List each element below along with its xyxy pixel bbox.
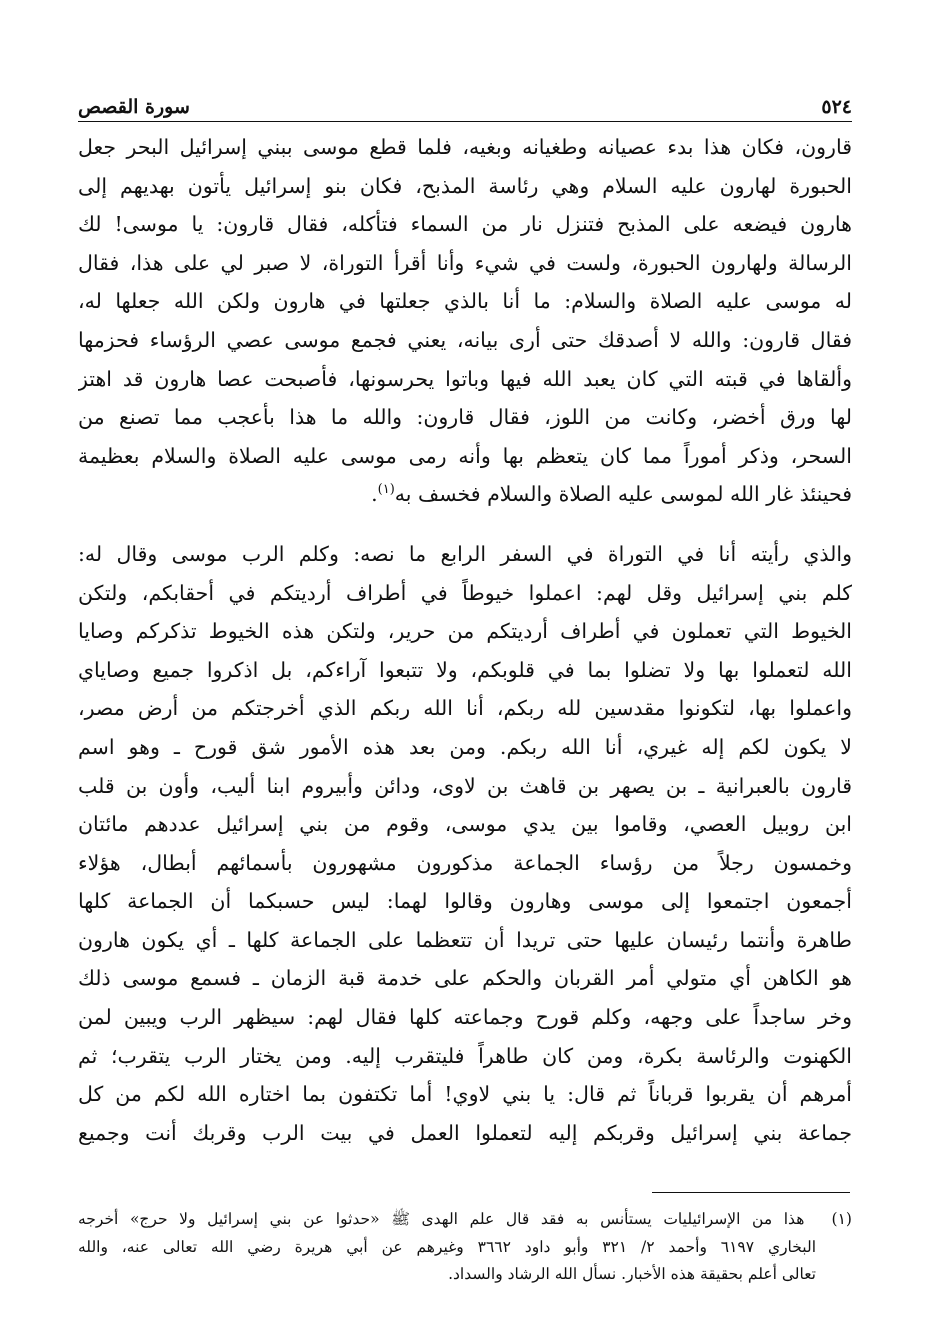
text-line: كلم بني إسرائيل وقل لهم: اعملوا خيوطاً في أطراف أرديتكم في أحقابكم، ولتكن	[78, 580, 852, 605]
text-line: الكهنوت والرئاسة بكرة، ومن كان طاهراً فليتقرب إليه. ومن يختار الرب يتقرب؛ ثم	[78, 1043, 852, 1068]
text-line: فقال قارون: والله لا أصدقك حتى أرى بيانه، يعني فجمع موسى عصي الرؤساء فحزمها	[78, 327, 852, 352]
paragraph-gap	[78, 514, 852, 535]
text-line: واعملوا بها، لتكونوا مقدسين لله ربكم، أنا الله ربكم الذي أخرجتكم من أرض مصر،	[78, 696, 852, 721]
text-line: أمرهم أن يقربوا قرباناً ثم قال: يا بني لاوي! أما تكتفون بما اختاره الله لكم من كل	[78, 1082, 852, 1107]
text-line: قارون، فكان هذا بدء عصيانه وطغيانه وبغيه، فلما قطع موسى ببني إسرائيل البحر جعل	[78, 135, 852, 159]
footnote-divider	[652, 1192, 850, 1193]
sentence-end: .	[371, 482, 378, 507]
text-line: وخمسون رجلاً من رؤساء الجماعة مذكورون مشهورون بأسمائهم أبطال، هؤلاء	[78, 850, 852, 875]
text-line: قارون بالعبرانية ـ بن يصهر بن قاهث بن لاوى، ودائن وأبيروم ابنا أليب، وأون بن قلب	[78, 773, 852, 798]
text-line: لا يكون لكم إله غيري، أنا الله ربكم. ومن بعد هذه الأمور شق قورح ـ وهو اسم	[78, 734, 852, 759]
text-line: وألقاها في قبته التي كان يعبد الله فيها وباتوا يحرسونها، فأصبحت عصا هارون قد اهتز	[78, 366, 852, 391]
text-line: لها ورق أخضر، وكانت من اللوز، فقال قارون: والله ما هذا بأعجب مما تصنع من	[78, 405, 852, 430]
footnote-line: تعالى أعلم بحقيقة هذه الأخبار. نسأل الله الرشاد والسداد.	[448, 1265, 816, 1283]
footnote-number: (١)	[831, 1210, 852, 1228]
text-line: ابن روبيل العصي، وقاموا بين يدي موسى، وقوم من بني إسرائيل عددهم مائتان	[78, 812, 852, 837]
page-header	[78, 84, 852, 118]
text-line: هارون فيضعه على المذبح فتنزل نار من السماء فتأكله، فقال قارون: يا موسى! لك	[78, 212, 852, 237]
main-text	[78, 128, 852, 1152]
text-line: أجمعون اجتمعوا إلى موسى وهارون وقالوا لهما: ليس حسبكما أن الجماعة كلها	[78, 889, 852, 914]
text-line: جماعة بني إسرائيل وقربكم إليه لتعملوا العمل في بيت الرب وقربك أنت وجميع	[78, 1120, 852, 1145]
footnote-text: هذا من الإسرائيليات يستأنس به فقد قال علم الهدى ﷺ «حدثوا عن بني إسرائيل ولا حرج» أخرجه	[78, 1210, 805, 1228]
surah-title: سورة القصص	[78, 96, 190, 118]
paragraph-last-line	[78, 475, 852, 514]
text-line: الرسالة ولهارون الحبورة، ولست في شيء وأنا أقرأ التوراة، لا صبر لي على هذا، فقال	[78, 250, 852, 275]
page-number: ٥٢٤	[821, 96, 852, 118]
text-line: طاهرة وأنتما رئيسان عليها حتى تريدا أن تتعظما على الجماعة كلها ـ أي يكون هارون	[78, 927, 852, 952]
text-line: والذي رأيته أنا في التوراة في السفر الرابع ما نصه: وكلم الرب موسى وقال له:	[78, 541, 852, 566]
text-line: هو الكاهن أي متولي أمر القربان والحكم على خدمة قبة الزمان ـ فسمع موسى ذلك	[78, 966, 852, 991]
footnote	[78, 1206, 852, 1289]
text-line: الله لتعملوا بها ولا تضلوا بما في قلوبكم، ولا تتبعوا آراءكم، بل اذكروا جميع وصاياي	[78, 657, 852, 682]
text-line: الحبورة لهارون عليه السلام وهي رئاسة المذبح، فكان بنو إسرائيل يأتون بهديهم إلى	[78, 173, 852, 198]
text-line: فحينئذ غار الله لموسى عليه الصلاة والسلام فخسف به	[394, 482, 852, 507]
text-line: وخر ساجداً على وجهه، وكلم قورح وجماعته كلها فقال لهم: سيظهر الرب ويبين لمن	[78, 1005, 852, 1030]
header-divider	[78, 121, 852, 122]
footnote-line: البخاري ٦١٩٧ وأحمد ٢/ ٣٢١ وأبو داود ٣٦٦٢ وغيرهم عن أبي هريرة رضي الله تعالى عنه، والله	[78, 1237, 816, 1256]
text-line: له موسى عليه الصلاة والسلام: ما أنا بالذي جعلتها في هارون ولكن الله جعلها له،	[78, 289, 852, 314]
text-line: السحر، وذكر أموراً مما كان يتعظم بها وأنه رمى موسى عليه الصلاة والسلام بعظيمة	[78, 443, 852, 468]
text-line: الخيوط التي تعملون في أطراف أرديتكم من حرير، ولتكن هذه الخيوط تذكركم وصايا	[78, 619, 852, 644]
footnote-line	[78, 1206, 852, 1234]
footnote-reference[interactable]: (١)	[377, 482, 395, 498]
